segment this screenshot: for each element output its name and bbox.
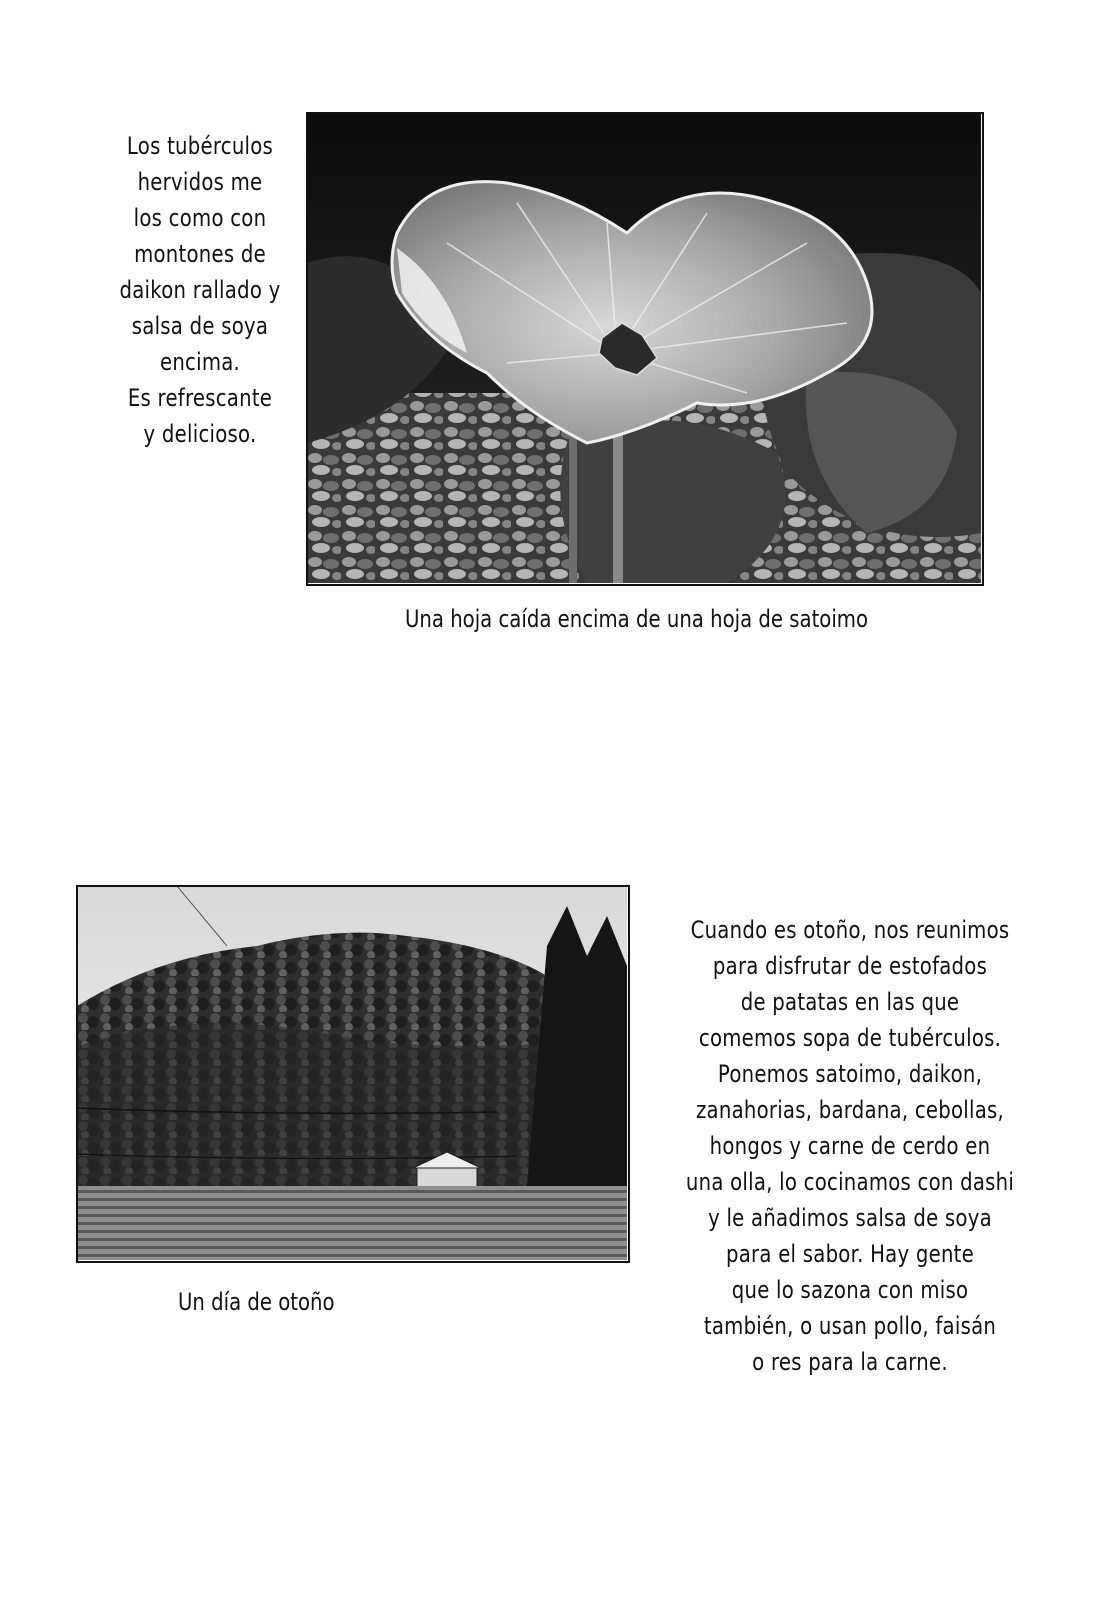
satoimo-leaf-illustration (307, 113, 981, 583)
text-line: los como con (133, 204, 267, 232)
text-line: hongos y carne de cerdo en (709, 1132, 991, 1160)
text-line: y delicioso. (143, 420, 257, 448)
text-line: que lo sazona con miso (731, 1276, 969, 1304)
text-line: Es refrescante (127, 384, 273, 412)
text-line: montones de (134, 240, 266, 268)
text-line: de patatas en las que (740, 988, 960, 1016)
text-line: daikon rallado y (119, 276, 281, 304)
intro-text-block (102, 128, 299, 452)
text-line: hervidos me (137, 168, 263, 196)
stew-text-block (678, 912, 1022, 1380)
text-line: Cuando es otoño, nos reunimos (690, 916, 1010, 944)
satoimo-leaf-photo (307, 113, 981, 583)
text-line: Ponemos satoimo, daikon, (717, 1060, 983, 1088)
text-line: también, o usan pollo, faisán (703, 1312, 997, 1340)
text-line: Los tubérculos (126, 132, 274, 160)
text-line: encima. (159, 348, 241, 376)
text-line: para el sabor. Hay gente (726, 1240, 974, 1268)
hill-photo-caption: Un día de otoño (178, 1288, 335, 1316)
text-line: y le añadimos salsa de soya (708, 1204, 992, 1232)
text-line: o res para la carne. (752, 1348, 948, 1376)
text-line: comemos sopa de tubérculos. (698, 1024, 1002, 1052)
text-line: para disfrutar de estofados (712, 952, 988, 980)
text-line: zanahorias, bardana, cebollas, (695, 1096, 1005, 1124)
autumn-hill-illustration (77, 886, 627, 1260)
leaf-photo-caption: Una hoja caída encima de una hoja de satoimo (405, 605, 869, 633)
text-line: salsa de soya (131, 312, 269, 340)
text-line: una olla, lo cocinamos con dashi (685, 1168, 1015, 1196)
autumn-hill-photo (77, 886, 627, 1260)
